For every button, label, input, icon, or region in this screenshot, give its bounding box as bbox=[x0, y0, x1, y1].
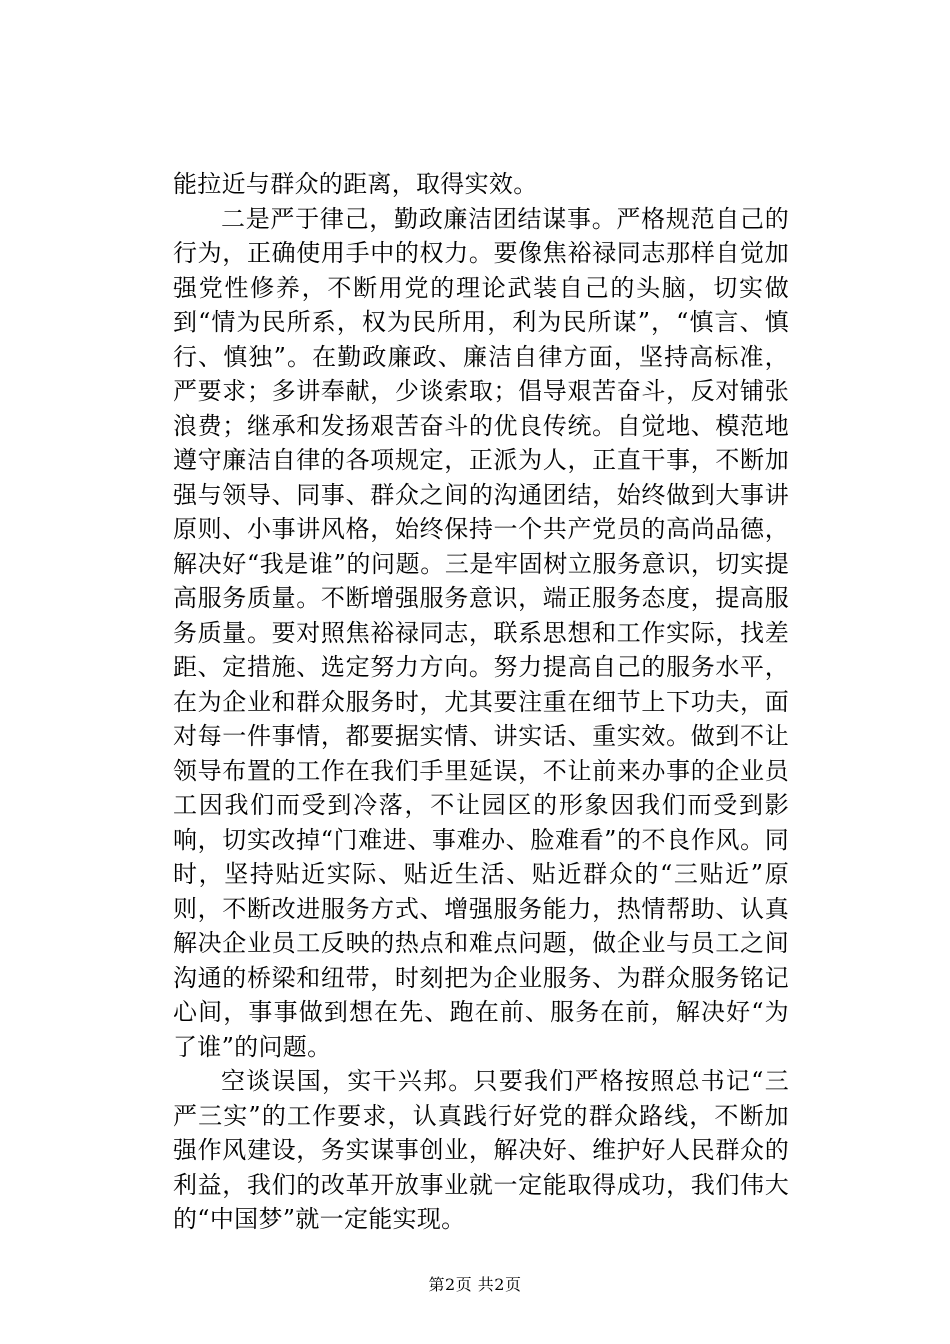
paragraph-continuation: 能拉近与群众的距离，取得实效。 bbox=[173, 170, 538, 198]
paragraph-discipline-and-service: 二是严于律己，勤政廉洁团结谋事。严格规范自己的行为，正确使用手中的权力。要像焦裕禄同志那样自觉加强党性修养，不断用党的理论武装自己的头脑，切实做到“情为民所系，权为民所用，利为民所谋”，“慎言、慎行、慎独”。在勤政廉政、廉洁自律方面，坚持高标准，严要求；多讲奉献，少谈索取；倡导艰苦奋斗，反对铺张浪费；继承和发扬艰苦奋斗的优良传统。自觉地、模范地遵守廉洁自律的各项规定，正派为人，正直干事，不断加强与领导、同事、群众之间的沟通团结，始终做到大事讲原则、小事讲风格，始终保持一个共产党员的高尚品德，解决好“我是谁”的问题。三是牢固树立服务意识，切实提高服务质量。不断增强服务意识，端正服务态度，提高服务质量。要对照焦裕禄同志，联系思想和工作实际，找差距、定措施、选定努力方向。努力提高自己的服务水平，在为企业和群众服务时，尤其要注重在细节上下功夫，面对每一件事情，都要据实情、讲实话、重实效。做到不让领导布置的工作在我们手里延误，不让前来办事的企业员工因我们而受到冷落，不让园区的形象因我们而受到影响，切实改掉“门难进、事难办、脸难看”的不良作风。同时，坚持贴近实际、贴近生活、贴近群众的“三贴近”原则，不断改进服务方式、增强服务能力，热情帮助、认真解决企业员工反映的热点和难点问题，做企业与员工之间沟通的桥梁和纽带，时刻把为企业服务、为群众服务铭记心间，事事做到想在先、跑在前、服务在前，解决好“为了谁”的问题。 bbox=[173, 204, 789, 1061]
page-footer: 第2页 共2页 bbox=[428, 1275, 522, 1294]
paragraph-conclusion: 空谈误国，实干兴邦。只要我们严格按照总书记“三严三实”的工作要求，认真践行好党的群众路线，不断加强作风建设，务实谋事创业，解决好、维护好人民群众的利益，我们的改革开放事业就一定能取得成功，我们伟大的“中国梦”就一定能实现。 bbox=[173, 1067, 789, 1233]
document-body bbox=[173, 167, 789, 1237]
